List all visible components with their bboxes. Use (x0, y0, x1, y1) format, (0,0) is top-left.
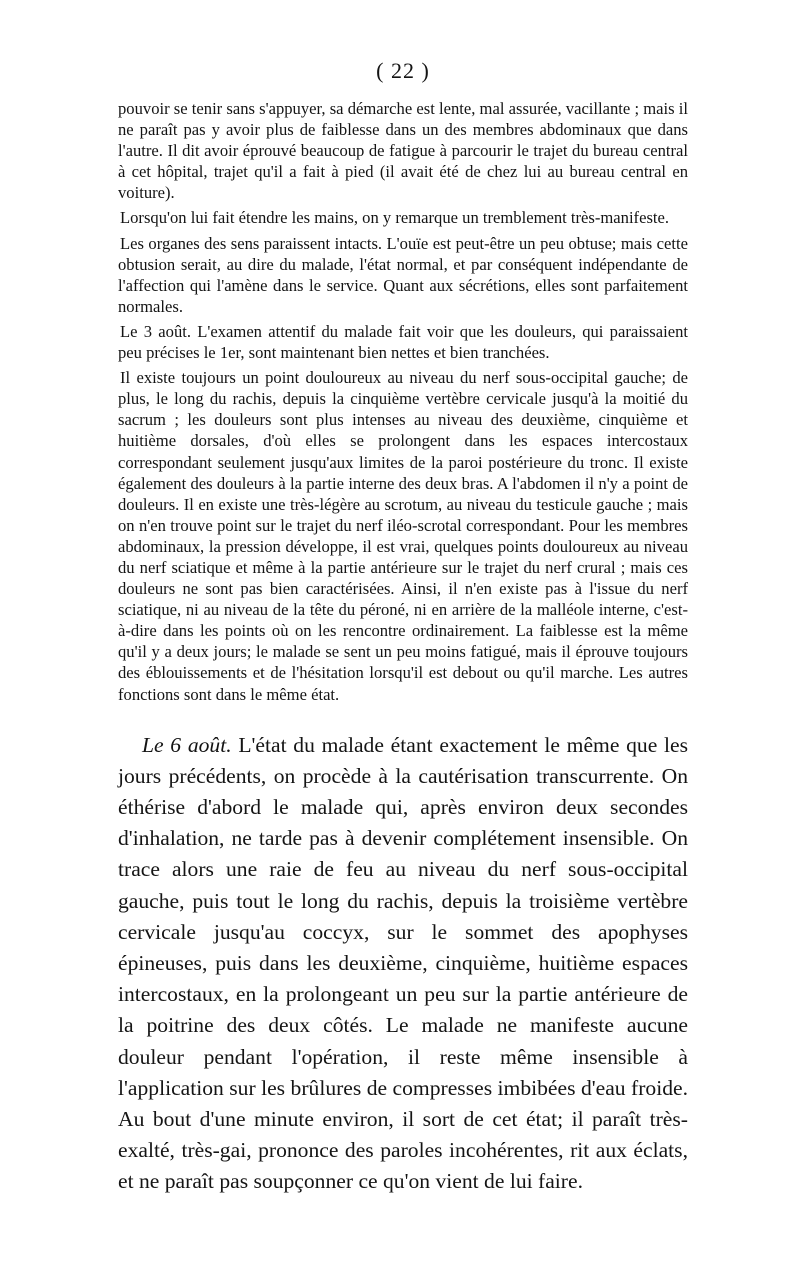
book-page (118, 58, 688, 1198)
paragraph-august-3: Le 3 août. L'examen attentif du malade fait voir que les douleurs, qui paraissaient peu précises le 1er, sont maintenant bien nettes et bien tranchées. (118, 321, 688, 363)
large-text-block (118, 730, 688, 1198)
paragraph-august-6-body: L'état du malade étant exactement le même que les jours précédents, on procède à la cautérisation transcurrente. On éthérise d'abord le malade qui, après environ deux secondes d'inhalation, ne tarde pas à devenir complétement insensible. On trace alors une raie de feu au niveau du nerf sous-occipital gauche, puis tout le long du rachis, depuis la troisième vertèbre cervicale jusqu'au coccyx, sur le sommet des apophyses épineuses, puis dans les deuxième, cinquième, huitième espaces intercostaux, en la prolongeant un peu sur la partie antérieure de la poitrine des deux côtés. Le malade ne manifeste aucune douleur pendant l'opération, il reste même insensible à l'application sur les brûlures de compresses imbibées d'eau froide. Au bout d'une minute environ, il sort de cet état; il paraît très-exalté, très-gai, prononce des paroles incohérentes, rit aux éclats, et ne paraît pas soupçonner ce qu'on vient de lui faire. (118, 732, 688, 1194)
paragraph-pain-points: Il existe toujours un point douloureux au niveau du nerf sous-occipital gauche; de plus, le long du rachis, depuis la cinquième vertèbre cervicale jusqu'à la moitié du sacrum ; les douleurs sont plus intenses au niveau des deuxième, cinquième et huitième dorsales, d'où elles se prolongent dans les espaces intercostaux correspondant seulement jusqu'aux limites de la paroi postérieure du tronc. Il existe également des douleurs à la partie interne des deux bras. A l'abdomen il n'y a point de douleurs. Il en existe une très-légère au scrotum, au niveau du testicule gauche ; mais on n'en trouve point sur le trajet du nerf iléo-scrotal correspondant. Pour les membres abdominaux, la pression développe, il est vrai, quelques points douloureux au niveau du nerf sciatique et même à la partie antérieure sur le trajet du nerf crural ; mais ces douleurs ne sont pas bien caractérisées. Ainsi, il n'en existe pas à l'issue du nerf sciatique, ni au niveau de la tête du péroné, ni en arrière de la malléole interne, c'est-à-dire dans les points où on les rencontre ordinairement. La faiblesse est la même qu'il y a deux jours; le malade se sent un peu moins fatigué, mais il éprouve toujours des éblouissements et de l'hésitation lorsqu'il est debout ou qu'il marche. Les autres fonctions sont dans le même état. (118, 368, 688, 704)
paragraph-gait: pouvoir se tenir sans s'appuyer, sa démarche est lente, mal assurée, vacillante ; mais il ne paraît pas y avoir plus de faiblesse dans un des membres abdominaux que dans l'autre. Il dit avoir éprouvé beaucoup de fatigue à parcourir le trajet du bureau central à cet hôpital, trajet qu'il a fait à pied (il avait été de chez lui au bureau central en voiture). (118, 99, 688, 203)
paragraph-senses: Les organes des sens paraissent intacts. L'ouïe est peut-être un peu obtuse; mais cette obtusion serait, au dire du malade, l'état normal, et par conséquent indépendante de l'affection qui l'amène dans le service. Quant aux sécrétions, elles sont parfaitement normales. (118, 233, 688, 316)
paragraph-august-6 (118, 730, 688, 1198)
date-august-6: Le 6 août. (142, 732, 232, 757)
paragraph-tremor: Lorsqu'on lui fait étendre les mains, on y remarque un tremblement très-manifeste. (120, 208, 670, 228)
small-text-block (118, 98, 688, 705)
page-number: ( 22 ) (376, 58, 430, 83)
